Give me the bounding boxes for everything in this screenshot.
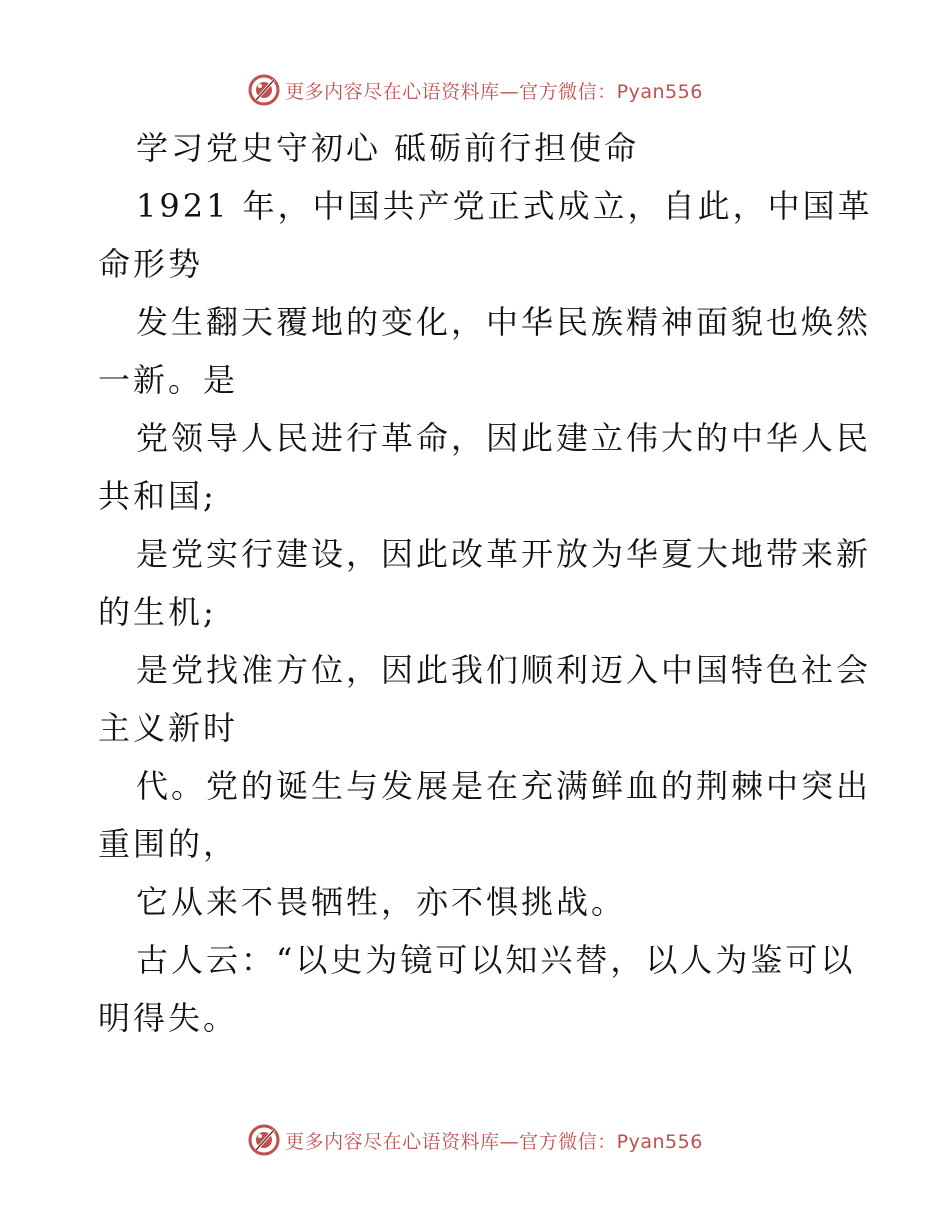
text-line: 主义新时: [98, 709, 239, 747]
header-watermark: [0, 70, 950, 110]
text-line: 1921 年，中国共产党正式成立，自此，中国革: [136, 187, 873, 225]
watermark-text: 更多内容尽在心语资料库—官方微信：Pyan556: [285, 1130, 703, 1153]
pen-logo-icon: [247, 1123, 281, 1157]
text-line: 是党实行建设，因此改革开放为华夏大地带来新: [136, 535, 872, 573]
title-line: 学习党史守初心 砥砺前行担使命: [136, 129, 640, 167]
text-line: 党领导人民进行革命，因此建立伟大的中华人民: [136, 419, 872, 457]
text-line: 的生机;: [98, 593, 217, 631]
document-body: [98, 119, 873, 1047]
text-line: 一新。是: [98, 361, 239, 399]
text-line: 发生翻天覆地的变化，中华民族精神面貌也焕然: [136, 303, 872, 341]
text-line: 重围的，: [98, 825, 239, 863]
pen-logo-icon: [247, 73, 281, 107]
watermark-text: 更多内容尽在心语资料库—官方微信：Pyan556: [285, 80, 703, 103]
text-line: 命形势: [98, 245, 204, 283]
text-line: 共和国;: [98, 477, 217, 515]
footer-watermark: [0, 1120, 950, 1160]
text-line: 古人云：“以史为镜可以知兴替，以人为鉴可以: [136, 941, 856, 979]
text-line: 明得失。: [98, 999, 239, 1037]
text-line: 代。党的诞生与发展是在充满鲜血的荆棘中突出: [136, 767, 872, 805]
text-line: 它从来不畏牺牲，亦不惧挑战。: [136, 883, 627, 921]
text-line: 是党找准方位，因此我们顺利迈入中国特色社会: [136, 651, 872, 689]
